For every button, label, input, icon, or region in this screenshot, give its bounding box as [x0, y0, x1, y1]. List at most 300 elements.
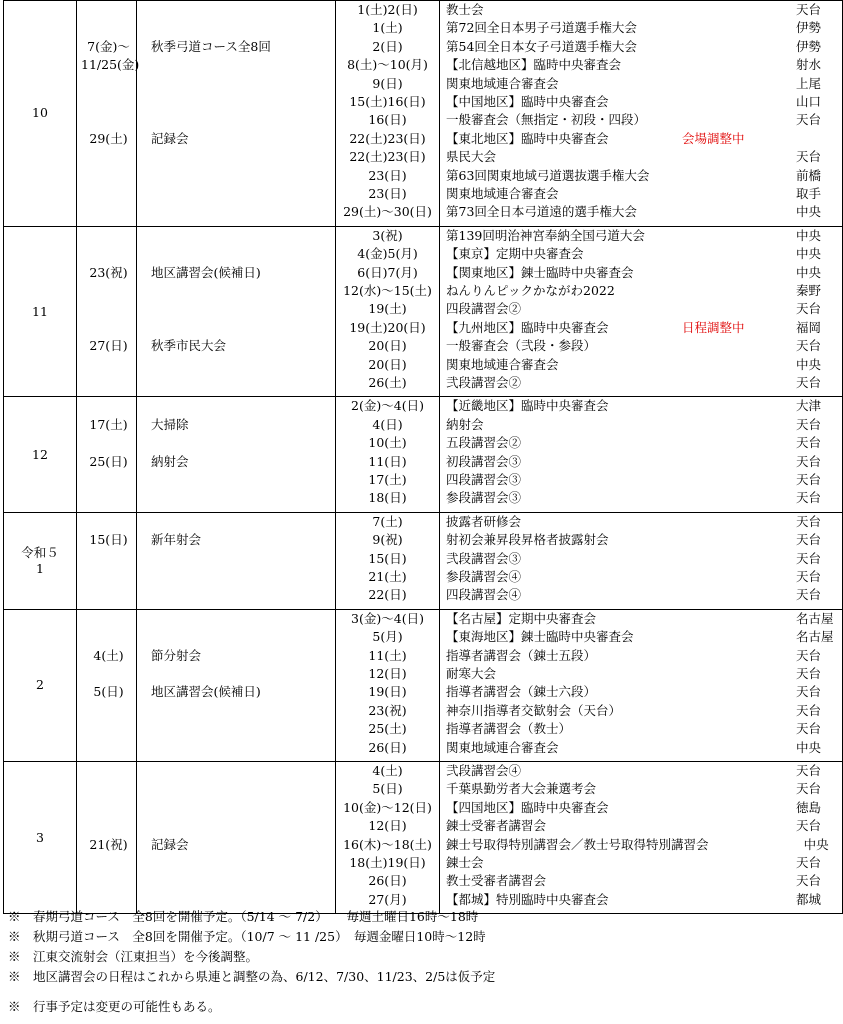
event-note: 会場調整中 [682, 130, 745, 146]
event-row [440, 185, 842, 203]
local-event [137, 282, 335, 300]
event-name: 弐段講習会④ [446, 762, 522, 778]
event-place: 福岡 [796, 319, 822, 335]
event-name: 千葉県勤労者大会兼選考会 [446, 781, 597, 797]
event-name: 弐段講習会③ [446, 550, 522, 566]
event-name: 【東京】定期中央審査会 [446, 246, 584, 262]
event-name: 【都城】特別臨時中央審査会 [446, 891, 609, 907]
event-name: 【東北地区】臨時中央審査会 [446, 130, 609, 146]
local-date [77, 374, 136, 392]
event-name: 指導者講習会（錬士六段） [446, 684, 597, 700]
local-date [77, 762, 136, 780]
note-line: ※ 地区講習会の日程はこれから県連と調整の為、6/12、7/30、11/23、2/5は仮予定 [8, 969, 496, 984]
event-place: 天台 [796, 702, 822, 718]
regional-date: 11(日) [368, 453, 407, 469]
local-event [137, 665, 335, 683]
event-place: 伊勢 [796, 20, 822, 36]
event-row [440, 282, 842, 300]
local-date [77, 300, 136, 318]
event-name: 参段講習会③ [446, 490, 522, 506]
regional-date: 23(日) [368, 167, 407, 183]
event-note [682, 489, 792, 507]
event-name: 【名古屋】定期中央審査会 [446, 610, 597, 626]
month-label: 10 [32, 105, 48, 121]
event-note [682, 586, 792, 604]
event-place: 天台 [796, 873, 822, 889]
event-place: 取手 [796, 185, 822, 201]
notes-section [8, 907, 495, 1017]
event-note [682, 56, 792, 74]
regional-date: 4(日) [372, 416, 403, 432]
local-date [77, 203, 136, 221]
event-row [440, 148, 842, 166]
event-place: 天台 [796, 550, 822, 566]
event-name: 教士会 [446, 2, 484, 17]
event-row [440, 568, 842, 586]
event-place: 中央 [796, 227, 822, 243]
local-date [77, 799, 136, 817]
event-name: 第73回全日本弓道遠的選手権大会 [446, 204, 637, 220]
event-place: 天台 [796, 568, 822, 584]
local-event [137, 471, 335, 489]
event-place [792, 130, 840, 148]
event-place: 天台 [796, 453, 822, 469]
local-event-column [137, 226, 336, 397]
local-event: 地区講習会(候補日) [151, 264, 261, 280]
local-date-column [77, 512, 137, 609]
event-name: 関東地域連合審査会 [446, 75, 559, 91]
local-event [137, 739, 335, 757]
local-event: 新年射会 [151, 532, 202, 548]
regional-date: 3(祝) [372, 227, 403, 243]
event-row [440, 702, 842, 720]
event-note [682, 434, 792, 452]
local-date: 29(土) [89, 130, 128, 146]
event-note [682, 891, 792, 909]
event-name: 【近畿地区】臨時中央審査会 [446, 398, 609, 414]
event-name: 【九州地区】臨時中央審査会 [446, 319, 609, 335]
local-date: 27(日) [89, 338, 128, 354]
regional-date-column [336, 512, 440, 609]
local-event: 記録会 [151, 836, 189, 852]
event-row [440, 647, 842, 665]
event-place: 天台 [796, 2, 822, 17]
local-date [77, 489, 136, 507]
event-row [440, 513, 842, 531]
regional-event-column [440, 397, 843, 512]
event-name: 指導者講習会（教士） [446, 721, 572, 737]
regional-date-column [336, 397, 440, 512]
event-row [440, 75, 842, 93]
local-event: 秋季弓道コース全8回 [151, 38, 271, 54]
local-date-column [77, 609, 137, 761]
local-event [137, 356, 335, 374]
event-name: 四段講習会④ [446, 587, 522, 603]
regional-date: 29(土)～30(日) [343, 204, 432, 220]
regional-date: 19(土)20(日) [349, 319, 426, 335]
event-note [682, 739, 792, 757]
event-row [440, 489, 842, 507]
event-place: 天台 [796, 435, 822, 451]
event-note [682, 38, 792, 56]
event-name: 四段講習会② [446, 301, 522, 317]
event-name: 五段講習会② [446, 435, 522, 451]
month-block [4, 761, 843, 913]
local-event [137, 568, 335, 586]
event-place: 天台 [796, 532, 822, 548]
month-label: 令和５ [21, 544, 59, 560]
event-name: 披露者研修会 [446, 513, 522, 529]
event-name: 【東海地区】錬士臨時中央審査会 [446, 629, 634, 645]
month-block [4, 512, 843, 609]
event-note [682, 416, 792, 434]
event-name: 第139回明治神宮奉納全国弓道大会 [446, 227, 645, 243]
event-place: 天台 [796, 684, 822, 700]
local-date [77, 817, 136, 835]
note-line: ※ 江東交流射会（江東担当）を今後調整。 [8, 949, 259, 964]
note-line: ※ 秋期弓道コース 全8回を開催予定。（10/7 ～ 11 /25） 毎週金曜日10時～12時 [8, 929, 486, 944]
regional-date-column [336, 761, 440, 913]
local-date [77, 93, 136, 111]
event-row [440, 780, 842, 798]
local-date [77, 397, 136, 415]
regional-date: 15(日) [368, 550, 407, 566]
regional-date: 1(土)2(日) [357, 2, 418, 17]
event-name: 四段講習会③ [446, 471, 522, 487]
regional-date: 9(祝) [372, 532, 403, 548]
event-place: 射水 [796, 57, 822, 73]
event-note [682, 817, 792, 835]
local-date-column [77, 1, 140, 227]
event-row [440, 416, 842, 434]
local-date: 5(日) [93, 684, 124, 700]
local-event: 大掃除 [151, 416, 189, 432]
local-date [77, 610, 136, 628]
regional-date: 2(日) [372, 38, 403, 54]
regional-date: 20(日) [368, 338, 407, 354]
month-label: 12 [32, 446, 48, 462]
event-row [440, 628, 842, 646]
event-note [682, 300, 792, 318]
event-name: 【中国地区】臨時中央審査会 [446, 93, 609, 109]
event-row [440, 434, 842, 452]
regional-date-column [336, 1, 440, 227]
event-note [682, 683, 792, 701]
event-row [440, 531, 842, 549]
local-event [137, 300, 335, 318]
event-row [440, 872, 842, 890]
local-event [137, 397, 335, 415]
note-line: ※ 春期弓道コース 全8回を開催予定。（5/14 ～ 7/2） 毎週土曜日16時～18時 [8, 909, 479, 924]
local-date [77, 471, 136, 489]
month-label: 2 [36, 677, 44, 693]
regional-date: 6(日)7(月) [357, 264, 418, 280]
regional-date: 9(日) [372, 75, 403, 91]
event-place: 天台 [796, 647, 822, 663]
event-name: 一般審査会（無指定・初段・四段） [446, 112, 647, 128]
event-place: 天台 [796, 781, 822, 797]
regional-date: 20(日) [368, 356, 407, 372]
event-name: 弐段講習会② [446, 374, 522, 390]
local-event: 節分射会 [151, 647, 202, 663]
event-place: 天台 [796, 490, 822, 506]
local-event-column [137, 609, 336, 761]
event-note [682, 702, 792, 720]
event-row [440, 19, 842, 37]
event-row [440, 453, 842, 471]
regional-date: 8(土)～10(月) [347, 57, 428, 73]
event-name: 初段講習会③ [446, 453, 522, 469]
regional-event-column [440, 1, 843, 227]
event-note [682, 337, 792, 355]
local-date [77, 702, 136, 720]
event-note [682, 799, 792, 817]
month-label: 3 [36, 829, 44, 845]
event-name: 納射会 [446, 416, 484, 432]
event-place: 前橋 [796, 167, 822, 183]
regional-date: 23(祝) [368, 702, 407, 718]
local-date [77, 75, 136, 93]
event-note [709, 836, 800, 854]
event-place: 中央 [796, 204, 822, 220]
local-date [77, 550, 136, 568]
event-row [440, 319, 842, 337]
regional-date: 7(土) [372, 513, 403, 529]
regional-date: 27(月) [368, 891, 407, 907]
event-note [682, 374, 792, 392]
local-event-column [137, 512, 336, 609]
month-cell [4, 226, 77, 397]
local-event [137, 780, 335, 798]
regional-date: 21(土) [368, 568, 407, 584]
event-row [440, 665, 842, 683]
event-place: 天台 [796, 112, 822, 128]
regional-date: 19(土) [368, 301, 407, 317]
event-name: 【北信越地区】臨時中央審査会 [446, 57, 622, 73]
event-row [440, 739, 842, 757]
month-cell [4, 512, 77, 609]
event-place: 山口 [796, 93, 822, 109]
event-place: 天台 [796, 721, 822, 737]
regional-date: 16(木)～18(土) [343, 836, 432, 852]
event-place: 上尾 [796, 75, 822, 91]
local-date [77, 872, 136, 890]
local-event: 地区講習会(候補日) [151, 684, 261, 700]
regional-date: 16(日) [368, 112, 407, 128]
local-date [77, 568, 136, 586]
event-note [682, 282, 792, 300]
local-date: 17(土) [89, 416, 128, 432]
event-note [682, 75, 792, 93]
regional-date: 23(日) [368, 185, 407, 201]
regional-date: 4(土) [372, 762, 403, 778]
event-row [440, 203, 842, 221]
event-name: 第63回関東地域弓道選抜選手権大会 [446, 167, 650, 183]
event-name: 錬士号取得特別講習会／教士号取得特別講習会 [446, 836, 709, 852]
event-note [682, 568, 792, 586]
local-event [137, 227, 335, 245]
regional-date: 26(日) [368, 739, 407, 755]
event-row [440, 683, 842, 701]
local-date: 23(祝) [89, 264, 128, 280]
event-row [440, 471, 842, 489]
event-row [440, 38, 842, 56]
schedule-table [3, 0, 843, 914]
event-place: 天台 [796, 338, 822, 354]
local-event [137, 374, 335, 392]
event-name: 【関東地区】錬士臨時中央審査会 [446, 264, 634, 280]
local-date-column [77, 397, 137, 512]
event-place: 天台 [796, 513, 822, 529]
event-place: 天台 [796, 374, 822, 390]
regional-date: 12(水)～15(土) [343, 282, 432, 298]
event-note [682, 19, 792, 37]
event-place: 天台 [796, 854, 822, 870]
local-event: 秋季市民大会 [151, 338, 227, 354]
regional-date: 12(日) [368, 665, 407, 681]
local-date-column [77, 761, 137, 913]
local-event [137, 1, 335, 19]
event-note [682, 471, 792, 489]
regional-date-column [336, 609, 440, 761]
event-place: 大津 [796, 398, 822, 414]
month-label: 1 [36, 560, 44, 576]
local-date [77, 227, 136, 245]
regional-date: 22(日) [368, 587, 407, 603]
regional-date: 22(土)23(日) [349, 130, 426, 146]
event-row [440, 854, 842, 872]
event-name: 耐寒大会 [446, 665, 497, 681]
month-cell [4, 609, 77, 761]
event-note [682, 531, 792, 549]
event-place: 中央 [796, 264, 822, 280]
local-event [137, 111, 335, 129]
month-cell [4, 761, 77, 913]
event-name: 関東地域連合審査会 [446, 739, 559, 755]
local-date [77, 148, 136, 166]
local-date: 15(日) [89, 532, 128, 548]
event-note [682, 513, 792, 531]
event-row [440, 397, 842, 415]
event-place: 名古屋 [796, 610, 834, 626]
event-name: 関東地域連合審査会 [446, 185, 559, 201]
event-name: 神奈川指導者交歓射会（天台） [446, 702, 622, 718]
local-event [137, 56, 335, 74]
event-place: 天台 [796, 149, 822, 165]
local-date [77, 185, 136, 203]
regional-date: 2(金)～4(日) [351, 398, 424, 414]
event-note [682, 111, 792, 129]
local-date: 4(土) [93, 647, 124, 663]
event-row [440, 111, 842, 129]
event-note [682, 610, 792, 628]
regional-date: 19(日) [368, 684, 407, 700]
local-date [77, 111, 136, 129]
event-place: 中央 [796, 739, 822, 755]
event-place: 天台 [796, 301, 822, 317]
event-row [440, 817, 842, 835]
event-place: 伊勢 [796, 38, 822, 54]
event-place: 天台 [796, 665, 822, 681]
regional-date: 17(土) [368, 471, 407, 487]
local-date [77, 319, 136, 337]
regional-date-column [336, 226, 440, 397]
regional-date: 3(金)～4(日) [351, 610, 424, 626]
event-row [440, 374, 842, 392]
regional-date: 18(日) [368, 490, 407, 506]
month-cell [4, 397, 77, 512]
local-event [137, 167, 335, 185]
local-event [137, 628, 335, 646]
local-event [137, 489, 335, 507]
event-row [440, 550, 842, 568]
regional-date: 25(土) [368, 721, 407, 737]
event-name: 参段講習会④ [446, 568, 522, 584]
event-row [440, 93, 842, 111]
event-note [682, 453, 792, 471]
month-block [4, 609, 843, 761]
event-row [440, 799, 842, 817]
local-event [137, 720, 335, 738]
local-date [77, 356, 136, 374]
event-row [440, 610, 842, 628]
regional-date: 4(金)5(月) [357, 246, 418, 262]
event-note [682, 185, 792, 203]
event-name: 県民大会 [446, 149, 497, 165]
regional-event-column [440, 761, 843, 913]
local-date: 25(日) [89, 453, 128, 469]
month-label: 11 [32, 303, 48, 319]
local-event [137, 319, 335, 337]
event-note [682, 628, 792, 646]
event-row [440, 300, 842, 318]
event-place: 徳島 [796, 799, 822, 815]
local-date [77, 513, 136, 531]
regional-event-column [440, 609, 843, 761]
event-name: 錬士会 [446, 854, 484, 870]
local-date [77, 780, 136, 798]
local-date-column [77, 226, 137, 397]
event-row [440, 720, 842, 738]
event-name: 射初会兼昇段昇格者披露射会 [446, 532, 609, 548]
regional-date: 12(日) [368, 818, 407, 834]
event-row [440, 356, 842, 374]
regional-date: 5(月) [372, 629, 403, 645]
local-event [137, 19, 335, 37]
event-place: 天台 [796, 471, 822, 487]
event-row [440, 586, 842, 604]
event-note [682, 872, 792, 890]
event-note [682, 93, 792, 111]
event-name: ねんりんピックかながわ2022 [446, 282, 615, 298]
event-note [682, 167, 792, 185]
local-date [77, 628, 136, 646]
event-place: 天台 [796, 416, 822, 432]
event-row [440, 836, 842, 854]
local-date: 21(祝) [89, 836, 128, 852]
event-name: 教士受審者講習会 [446, 873, 547, 889]
event-place: 天台 [796, 818, 822, 834]
event-row [440, 891, 842, 909]
event-place: 名古屋 [796, 629, 834, 645]
local-date [77, 245, 136, 263]
regional-date: 10(土) [368, 435, 407, 451]
event-place: 天台 [796, 762, 822, 778]
local-event [137, 203, 335, 221]
local-event-column [137, 761, 336, 913]
event-place: 都城 [796, 891, 822, 907]
event-name: 錬士受審者講習会 [446, 818, 547, 834]
